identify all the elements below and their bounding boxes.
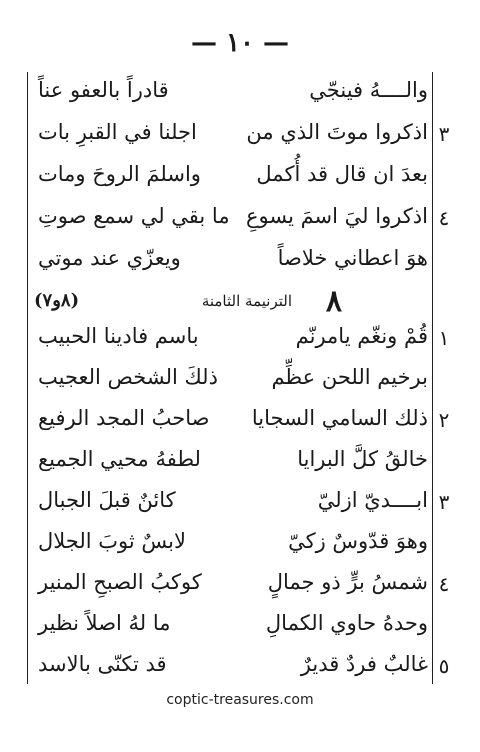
verse-first-half: اذكروا موتَ الذي من bbox=[246, 120, 428, 144]
verse-line bbox=[28, 441, 432, 485]
verse-number: ٤ bbox=[438, 572, 450, 596]
verse-line bbox=[28, 605, 432, 649]
verse-second-half: واسلمَ الروحَ ومات bbox=[38, 162, 201, 186]
verse-number: ٤ bbox=[438, 206, 450, 230]
verse-line bbox=[28, 482, 450, 526]
verse-first-half: وهوَ قدّوسٌ زكيّ bbox=[288, 529, 428, 553]
verse-second-half: كوكبُ الصبحِ المنير bbox=[38, 570, 202, 594]
verse-first-half: خالقُ كلَّ البرايا bbox=[297, 447, 428, 471]
verse-line bbox=[28, 564, 450, 608]
verse-line bbox=[28, 318, 450, 362]
verse-first-half: برخيم اللحن عظِّم bbox=[271, 365, 428, 389]
verse-second-half: صاحبُ المجد الرفيع bbox=[38, 406, 210, 430]
verse-line bbox=[28, 72, 432, 116]
verse-second-half: قادراً بالعفو عناً bbox=[38, 78, 169, 102]
verse-frame bbox=[27, 72, 450, 684]
hymn-meter: (٨و٧) bbox=[34, 290, 80, 311]
verse-second-half: قد تكنّى بالاسد bbox=[38, 652, 167, 676]
verse-first-half: وحدهُ حاوي الكمالِ bbox=[265, 611, 428, 635]
verse-second-half: كائنٌ قبلَ الجبال bbox=[38, 488, 176, 512]
verse-second-half: لابسٌ ثوبَ الجلال bbox=[38, 529, 186, 553]
verse-second-half: ما بقي لي سمع صوتِ bbox=[38, 204, 230, 228]
verse-first-half: قُمْ ونغّم يامرنّم bbox=[295, 324, 428, 348]
verse-line bbox=[28, 359, 432, 403]
verse-second-half: ذلكَ الشخص العجيب bbox=[38, 365, 218, 389]
verse-line bbox=[28, 646, 450, 690]
verse-first-half: ابــــديّ ازليّ bbox=[317, 488, 428, 512]
verse-first-half: هوَ اعطاني خلاصاً bbox=[277, 246, 428, 270]
verse-first-half: غالبٌ فردٌ قديرٌ bbox=[300, 652, 428, 676]
verse-number: ١ bbox=[438, 326, 450, 350]
verse-number: ٣ bbox=[438, 122, 450, 146]
verse-line bbox=[28, 400, 450, 444]
hymn-title: الترنيمة الثامنة bbox=[201, 292, 292, 310]
verse-number: ٥ bbox=[438, 654, 450, 678]
verse-second-half: لطفهُ محيي الجميع bbox=[38, 447, 201, 471]
verse-first-half: اذكروا ليَ اسمَ يسوعِ bbox=[245, 204, 428, 228]
verse-first-half: والــــهُ فينجّي bbox=[309, 78, 428, 102]
verse-line bbox=[28, 156, 432, 200]
verse-second-half: اجلنا في القبرِ بات bbox=[38, 120, 197, 144]
verse-first-half: بعدَ ان قال قد أُكمل bbox=[256, 162, 428, 186]
verse-line bbox=[28, 523, 432, 567]
verse-line bbox=[28, 198, 450, 242]
verse-first-half: ذلك السامي السجايا bbox=[251, 406, 428, 430]
verse-number: ٢ bbox=[438, 408, 450, 432]
hymn-number: ٨ bbox=[325, 284, 342, 319]
verse-line bbox=[28, 240, 432, 284]
page-number: — ١٠ — bbox=[190, 28, 290, 58]
verse-number: ٣ bbox=[438, 490, 450, 514]
hymn-header bbox=[28, 284, 432, 318]
verse-second-half: ما لهُ اصلاً نظير bbox=[38, 611, 171, 635]
verse-second-half: باسم فادينا الحبيب bbox=[38, 324, 199, 348]
verse-first-half: شمسُ برٍّ ذو جمالٍ bbox=[267, 570, 428, 594]
verse-second-half: ويعزّي عند موتي bbox=[38, 246, 181, 270]
source-watermark: coptic-treasures.com bbox=[166, 692, 314, 708]
verse-line bbox=[28, 114, 450, 158]
